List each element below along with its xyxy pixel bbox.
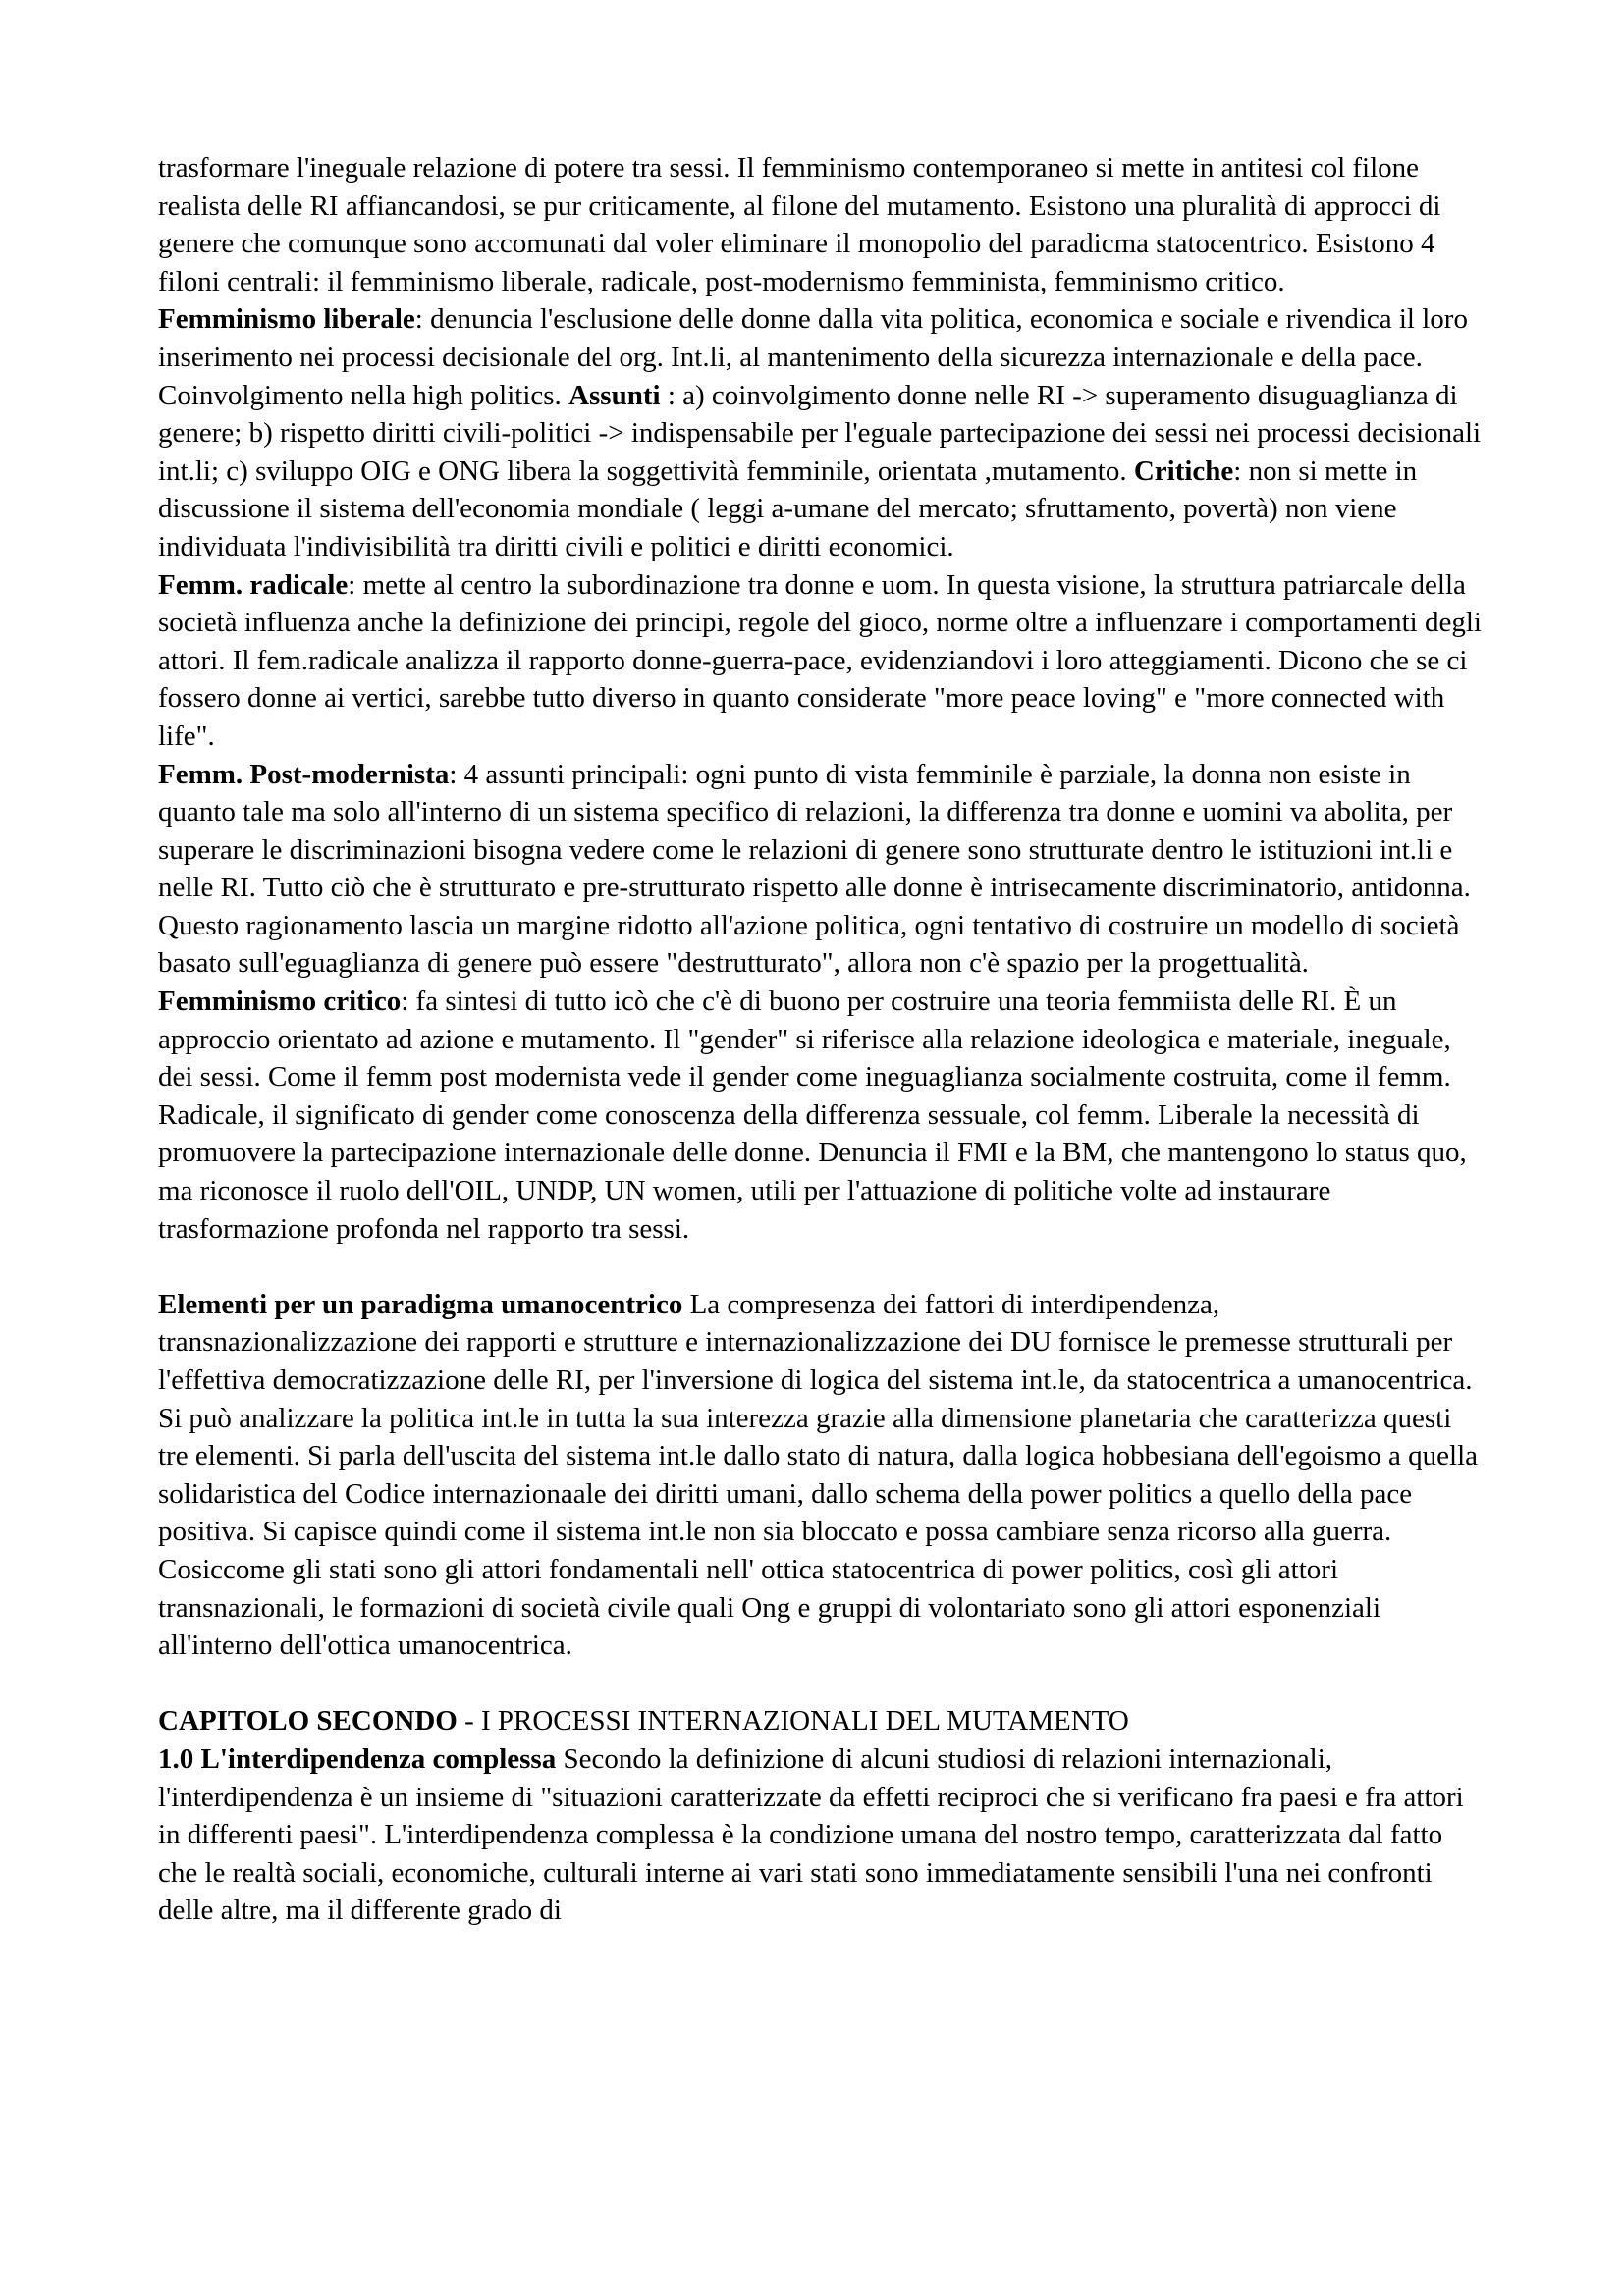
assunti-label: Assunti <box>568 379 661 411</box>
critico-heading: Femminismo critico <box>158 986 402 1018</box>
blank-line <box>158 1665 1484 1703</box>
liberale-text-3: : non si mette in discussione il sistema dell'economia mondiale ( leggi a-umane del mercato; sfruttamento, povertà) non viene individuata l'indivisibilità tra diritti civili e politici e diritti economici. <box>158 454 1418 562</box>
interdipendenza-heading: 1.0 L'interdipendenza complessa <box>158 1742 557 1775</box>
liberale-text-1: : denuncia l'esclusione delle donne dalla vita politica, economica e sociale e rivendica il loro inserimento nei processi decisionale del org. Int.li, al mantenimento della sicurezza internazionale e della pace. Coinvolgimento nella high politics. <box>158 303 1468 411</box>
chapter-title-rest: - I PROCESSI INTERNAZIONALI DEL MUTAMENTO <box>457 1705 1129 1737</box>
chapter-title-bold: CAPITOLO SECONDO <box>158 1705 458 1737</box>
intro-paragraph <box>158 149 1484 300</box>
critiche-label: Critiche <box>1133 454 1234 487</box>
radicale-text: : mette al centro la subordinazione tra donne e uom. In questa visione, la struttura patriarcale della società influenza anche la definizione dei principi, regole del gioco, norme oltre a influenzare i comportamenti degli attori. Il fem.radicale analizza il rapporto donne-guerra-pace, evidenziandovi i loro atteggiamenti. Dicono che se ci fossero donne ai vertici, sarebbe tutto diverso in quanto considerate "more peace loving" e "more connected with life". <box>158 568 1482 752</box>
umanocentrico-heading: Elementi per un paradigma umanocentrico <box>158 1288 683 1320</box>
postmodernista-heading: Femm. Post-modernista <box>158 758 450 790</box>
liberale-text-2: : a) coinvolgimento donne nelle RI -> superamento disuguaglianza di genere; b) rispetto diritti civili-politici -> indispensabile per l'eguale partecipazione dei sessi nei processi decisionali int.li; c) sviluppo OIG e ONG libera la soggettività femminile, orientata ,mutamento. <box>158 379 1482 487</box>
umanocentrico-text: La compresenza dei fattori di interdipendenza, transnazionalizzazione dei rapporti e strutture e internazionalizzazione dei DU fornisce le premesse strutturali per l'effettiva democratizzazione delle RI, per l'inversione di logica del sistema int.le, da statocentrica a umanocentrica. Si può analizzare la politica int.le in tutta la sua interezza grazie alla dimensione planetaria che caratterizza questi tre elementi. Si parla dell'uscita del sistema int.le dallo stato di natura, dalla logica hobbesiana dell'egoismo a quella solidaristica del Codice internazionaale dei diritti umani, dallo schema della power politics a quello della pace positiva. Si capisce quindi come il sistema int.le non sia bloccato e possa cambiare senza ricorso alla guerra. Cosiccome gli stati sono gli attori fondamentali nell' ottica statocentrica di power politics, così gli attori transnazionali, le formazioni di società civile quali Ong e gruppi di volontariato sono gli attori esponenziali all'interno dell'ottica umanocentrica. <box>158 1288 1479 1662</box>
umanocentrico-paragraph <box>158 1286 1484 1665</box>
intro-text: trasformare l'ineguale relazione di potere tra sessi. Il femminismo contemporaneo si mette in antitesi col filone realista delle RI affiancandosi, se pur criticamente, al filone del mutamento. Esistono una pluralità di approcci di genere che comunque sono accomunati dal voler eliminare il monopolio del paradicma statocentrico. Esistono 4 filoni centrali: il femminismo liberale, radicale, post-modernismo femminista, femminismo critico. <box>158 152 1441 297</box>
chapter-title <box>158 1702 1484 1740</box>
critico-paragraph <box>158 983 1484 1248</box>
interdipendenza-text: Secondo la definizione di alcuni studiosi di relazioni internazionali, l'interdipendenza è un insieme di "situazioni caratterizzate da effetti reciproci che si verificano fra paesi e fra attori in differenti paesi". L'interdipendenza complessa è la condizione umana del nostro tempo, caratterizzata dal fatto che le realtà sociali, economiche, culturali interne ai vari stati sono immediatamente sensibili l'una nei confronti delle altre, ma il differente grado di <box>158 1742 1464 1927</box>
postmodernista-text: : 4 assunti principali: ogni punto di vista femminile è parziale, la donna non esiste in quanto tale ma solo all'interno di un sistema specifico di relazioni, la differenza tra donne e uomini va abolita, per superare le discriminazioni bisogna vedere come le relazioni di genere sono strutturate dentro le istituzioni int.li e nelle RI. Tutto ciò che è strutturato e pre-strutturato rispetto alle donne è intrisecamente discriminatorio, antidonna. Questo ragionamento lascia un margine ridotto all'azione politica, ogni tentativo di costruire un modello di società basato sull'eguaglianza di genere può essere "destrutturato", allora non c'è spazio per la progettualità. <box>158 758 1471 980</box>
liberale-heading: Femminismo liberale <box>158 303 415 336</box>
postmodernista-paragraph <box>158 756 1484 984</box>
blank-line <box>158 1248 1484 1286</box>
document-page <box>158 149 1484 1930</box>
interdipendenza-paragraph <box>158 1740 1484 1930</box>
critico-text: : fa sintesi di tutto icò che c'è di buono per costruire una teoria femmiista delle RI. È un approccio orientato ad azione e mutamento. Il "gender" si riferisce alla relazione ideologica e materiale, ineguale, dei sessi. Come il femm post modernista vede il gender come ineguaglianza socialmente costruita, come il femm. Radicale, il significato di gender come conoscenza della differenza sessuale, col femm. Liberale la necessità di promuovere la partecipazione internazionale delle donne. Denuncia il FMI e la BM, che mantengono lo status quo, ma riconosce il ruolo dell'OIL, UNDP, UN women, utili per l'attuazione di politiche volte ad instaurare trasformazione profonda nel rapporto tra sessi. <box>158 986 1467 1245</box>
radicale-paragraph <box>158 566 1484 756</box>
radicale-heading: Femm. radicale <box>158 568 349 601</box>
liberale-paragraph <box>158 300 1484 565</box>
